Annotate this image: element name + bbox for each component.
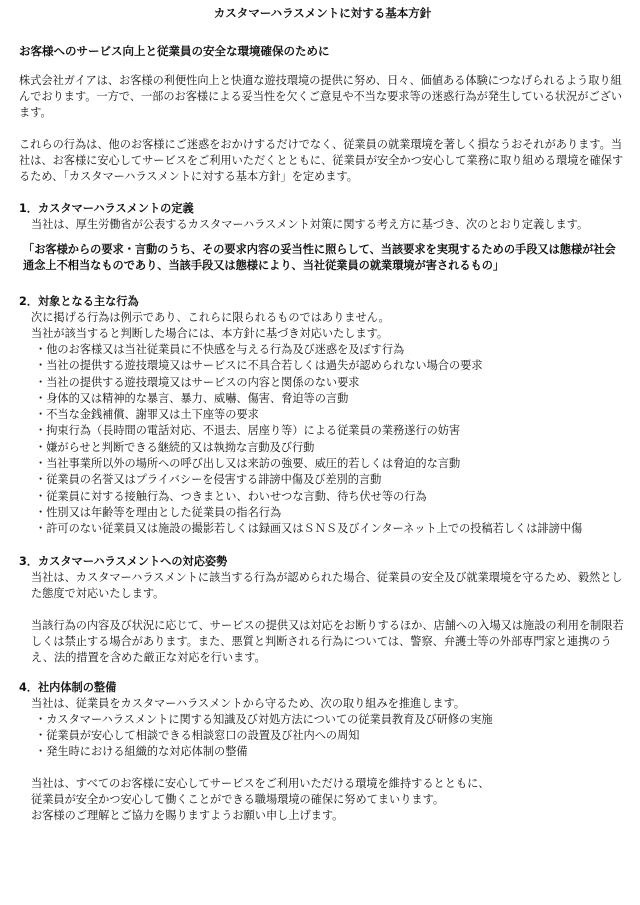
list-item: ・拘束行為（長時間の電話対応、不退去、居座り等）による従業員の業務遂行の妨害 (35, 424, 461, 438)
section-target-acts (19, 294, 626, 538)
section-2-heading: 2．対象となる主な行為 (19, 295, 139, 308)
list-item: ・従業員の名誉又はプライバシーを侵害する誹謗中傷及び差別的言動 (35, 473, 382, 487)
list-item: ・不当な金銭補償、謝罪又は土下座等の要求 (35, 408, 259, 422)
list-item: ・当社の提供する遊技環境又はサービスに不具合若しくは過失が認められない場合の要求 (35, 359, 483, 373)
list-item: ・発生時における組織的な対応体制の整備 (35, 745, 248, 759)
section-4-heading: 4．社内体制の整備 (19, 680, 117, 694)
target-acts-list (19, 342, 626, 538)
list-item: ・許可のない従業員又は施設の撮影若しくは録画又はＳＮＳ及びインターネット上での投稿若しくは誹謗中傷 (35, 522, 583, 536)
section-3-paragraph-1: 当社は、カスタマーハラスメントに該当する行為が認められた場合、従業員の安全及び就業環境を守るため、毅然とした態度で対応いたします。 (31, 570, 623, 600)
list-item: ・カスタマーハラスメントに関する知識及び対処方法についての従業員教育及び研修の実施 (35, 712, 493, 726)
section-1-body: 当社は、厚生労働省が公表するカスタマーハラスメント対策に関する考え方に基づき、次のとおり定義します。 (31, 218, 589, 231)
section-definition (19, 201, 626, 274)
section-3-heading: 3．カスタマーハラスメントへの対応姿勢 (19, 554, 228, 568)
section-2-lead-1: 次に掲げる行為は例示であり、これらに限られるものではありません。 (31, 311, 390, 324)
definition-quote: 「お客様からの要求・言動のうち、その要求内容の妥当性に照らして、当該要求を実現するための手段又は態様が社会通念上不相当なものであり、当該手段又は態様により、当社従業員の就業環境が害されるもの」 (23, 243, 616, 272)
list-item: ・他のお客様又は当社従業員に不快感を与える行為及び迷惑を及ぼす行為 (35, 343, 405, 356)
intro-paragraph-2: これらの行為は、他のお客様にご迷惑をおかけするだけでなく、従業員の就業環境を著しく損なうおそれがあります。当社は、お客様に安心してサービスをご利用いただくとともに、従業員が安全かつ安心して業務に取り組める環境を確保するため、「カスタマーハラスメントに対する基本方針」を定めます。 (19, 138, 624, 183)
list-item: ・当社の提供する遊技環境又はサービスの内容と関係のない要求 (35, 375, 360, 389)
section-2-lead-2: 当社が該当すると判断した場合には、本方針に基づき対応いたします。 (31, 327, 389, 340)
section-1-heading: 1．カスタマーハラスメントの定義 (19, 202, 194, 215)
closing-line-2: 従業員が安全かつ安心して働くことができる職場環境の確保に努めてまいります。 (31, 793, 445, 807)
list-item: ・身体的又は精神的な暴言、暴力、威嚇、傷害、脅迫等の言動 (35, 391, 349, 405)
list-item: ・従業員が安心して相談できる相談窓口の設置及び社内への周知 (35, 728, 360, 742)
closing-line-1: 当社は、すべてのお客様に安心してサービスをご利用いただける環境を維持するとともに、 (31, 777, 490, 791)
section-internal-system (19, 680, 626, 825)
section-3-paragraph-2: 当該行為の内容及び状況に応じて、サービスの提供又は対応をお断りするほか、店舗への入場又は施設の利用を制限若しくは禁止する場合があります。また、悪質と判断される行為については、警察、弁護士等の外部専門家と連携のうえ、法的措置を含めた厳正な対応を行います。 (31, 618, 624, 664)
section-4-lead: 当社は、従業員をカスタマーハラスメントから守るため、次の取り組みを推進します。 (31, 696, 466, 710)
document-title: カスタマーハラスメントに対する基本方針 (213, 6, 432, 20)
list-item: ・性別又は年齢等を理由とした従業員の指名行為 (35, 505, 282, 519)
section-response-stance (19, 554, 626, 666)
document-subtitle: お客様へのサービス向上と従業員の安全な環境確保のために (19, 44, 330, 58)
internal-measures-list (19, 712, 626, 761)
closing-line-3: お客様のご理解とご協力を賜りますようお願い申し上げます。 (31, 809, 344, 823)
list-item: ・従業員に対する接触行為、つきまとい、わいせつな言動、待ち伏せ等の行為 (35, 489, 427, 503)
list-item: ・当社事業所以外の場所への呼び出し又は来訪の強要、威圧的若しくは脅迫的な言動 (35, 457, 461, 471)
intro-paragraph-1: 株式会社ガイアは、お客様の利便性向上と快適な遊技環境の提供に努め、日々、価値ある体験につなげられるよう取り組んでおります。一方で、一部のお客様による妥当性を欠くご意見や不当な要求等の迷惑行為が発生している状況がございます。 (19, 74, 623, 119)
list-item: ・嫌がらせと判断できる継続的又は執拗な言動及び行動 (35, 440, 315, 454)
